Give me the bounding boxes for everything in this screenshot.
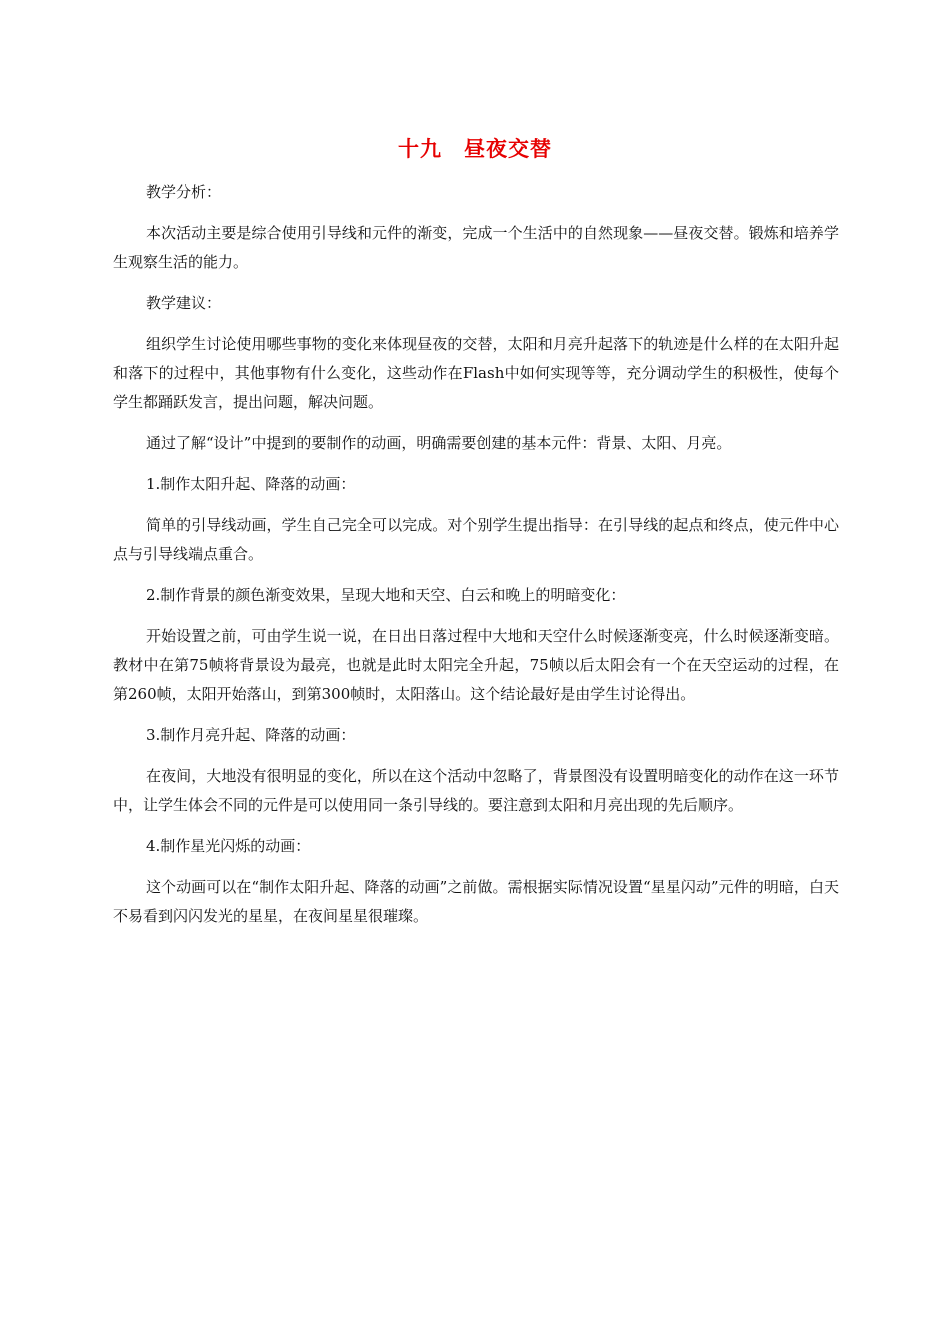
paragraph-step-2: 开始设置之前，可由学生说一说，在日出日落过程中大地和天空什么时候逐渐变亮，什么时候逐渐变暗。教材中在第75帧将背景设为最亮，也就是此时太阳完全升起，75帧以后太阳会有一个在天空运动的过程，在第260帧，太阳开始落山，到第300帧时，太阳落山。这个结论最好是由学生讨论得出。 — [113, 627, 839, 703]
document-body — [113, 178, 839, 943]
step-heading-2: 2.制作背景的颜色渐变效果，呈现大地和天空、白云和晚上的明暗变化： — [146, 586, 626, 604]
page-title: 十九 昼夜交替 — [398, 136, 552, 161]
step-heading-1: 1.制作太阳升起、降落的动画： — [146, 475, 356, 493]
step-heading-3: 3.制作月亮升起、降落的动画： — [146, 726, 356, 744]
section-heading-analysis: 教学分析： — [146, 183, 222, 201]
paragraph-step-4: 这个动画可以在“制作太阳升起、降落的动画”之前做。需根据实际情况设置“星星闪动”元件的明暗，白天不易看到闪闪发光的星星，在夜间星星很璀璨。 — [113, 878, 839, 925]
paragraph-elements: 通过了解“设计”中提到的要制作的动画，明确需要创建的基本元件：背景、太阳、月亮。 — [146, 434, 732, 452]
paragraph-discussion: 组织学生讨论使用哪些事物的变化来体现昼夜的交替，太阳和月亮升起落下的轨迹是什么样的在太阳升起和落下的过程中，其他事物有什么变化，这些动作在Flash中如何实现等等，充分调动学生的积极性，使每个学生都踊跃发言，提出问题，解决问题。 — [113, 335, 839, 411]
step-heading-4: 4.制作星光闪烁的动画： — [146, 837, 311, 855]
paragraph-step-3: 在夜间，大地没有很明显的变化，所以在这个活动中忽略了，背景图没有设置明暗变化的动作在这一环节中，让学生体会不同的元件是可以使用同一条引导线的。要注意到太阳和月亮出现的先后顺序。 — [113, 767, 839, 814]
paragraph-step-1: 简单的引导线动画，学生自己完全可以完成。对个别学生提出指导：在引导线的起点和终点，使元件中心点与引导线端点重合。 — [113, 516, 839, 563]
paragraph-analysis: 本次活动主要是综合使用引导线和元件的渐变，完成一个生活中的自然现象——昼夜交替。锻炼和培养学生观察生活的能力。 — [113, 224, 839, 271]
section-heading-suggestions: 教学建议： — [146, 294, 222, 312]
